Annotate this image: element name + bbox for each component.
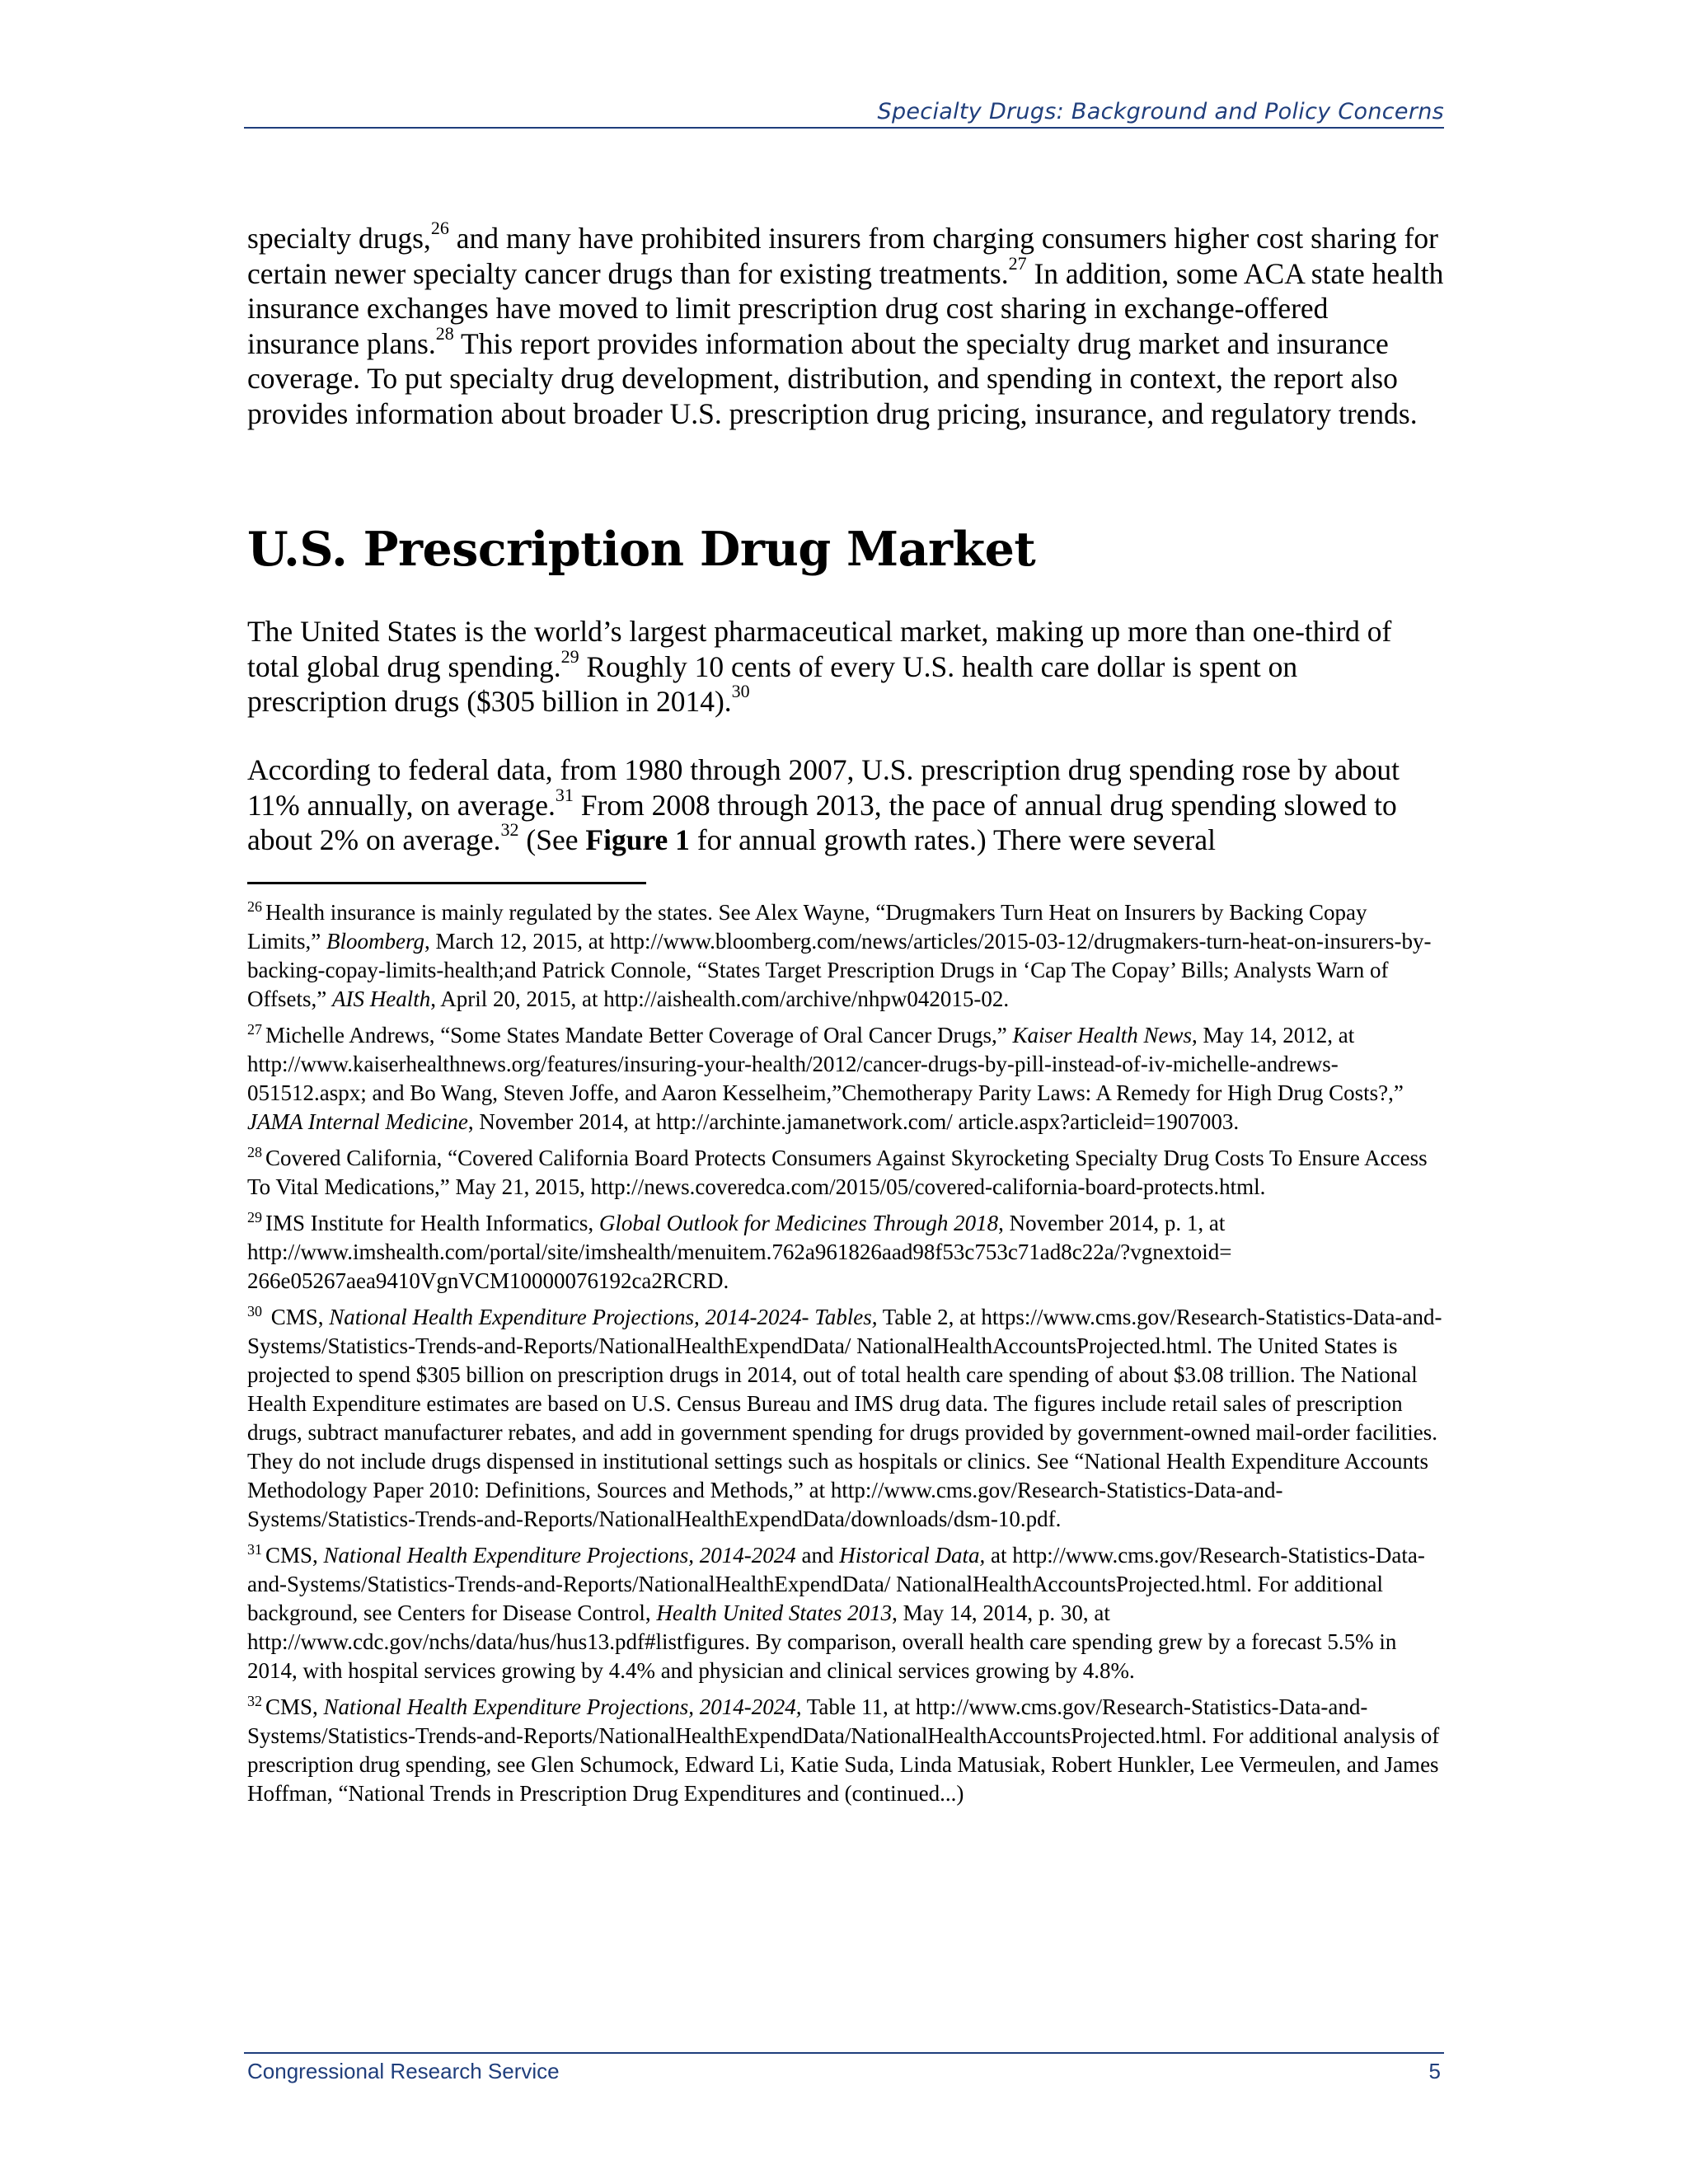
header-rule <box>244 127 1444 129</box>
intro-paragraph <box>247 218 1444 431</box>
footnote-32 <box>247 1693 1444 1808</box>
footnote-ref-27[interactable]: 27 <box>1008 252 1027 274</box>
citation-title: Historical Data, <box>839 1543 986 1568</box>
text-span: Michelle Andrews, “Some States Mandate Better Coverage of Oral Cancer Drugs,” <box>265 1023 1013 1047</box>
footnote-separator <box>247 882 646 884</box>
text-span: (See <box>518 823 586 856</box>
text-span: Roughly 10 cents of every U.S. health care dollar is spent on prescription drugs ($305 billion in 2014). <box>247 649 1298 718</box>
footnote-ref-31[interactable]: 31 <box>555 784 574 805</box>
text-span: Table 2, at https://www.cms.gov/Research-Statistics-Data-and-Systems/Statistics-Trends-and-Reports/NationalHealthExpendData/ NationalHealthAccountsProjected.html. The United States is projected to spend $305 billion on prescription drugs in 2014, out of total health care spending of about $3.08 trillion. The National Health Expenditure estimates are based on U.S. Census Bureau and IMS drug data. The figures include retail sales of prescription drugs, subtract manufacturer rebates, and add in government spending for drugs provided by government-owned mail-order facilities. They do not include drugs dispensed in institutional settings such as hospitals or clinics. See “National Health Expenditure Accounts Methodology Paper 2010: Definitions, Sources and Methods,” at http://www.cms.gov/Research-Statistics-Data-and-Systems/Statistics-Trends-and-Reports/NationalHealthExpendData/downloads/dsm-10.pdf. <box>247 1305 1442 1531</box>
text-span: Health insurance is mainly regulated by the states. See Alex Wayne, “Drugmakers Turn Heat on Insurers by Backing Copay Limits,” <box>247 900 1367 954</box>
text-span: CMS, <box>265 1694 324 1719</box>
citation-title: National Health Expenditure Projections, 2014-2024- Tables, <box>329 1305 878 1329</box>
citation-title: Kaiser Health News <box>1012 1023 1192 1047</box>
text-span: specialty drugs, <box>247 222 431 255</box>
text-span: and <box>795 1543 840 1568</box>
text-span: The United States is the world’s largest pharmaceutical market, making up more than one-third of total global drug spending. <box>247 615 1392 683</box>
footnote-27 <box>247 1021 1444 1137</box>
text-span: According to federal data, from 1980 through 2007, U.S. prescription drug spending rose by about 11% annually, on average. <box>247 753 1400 822</box>
footnote-ref-28[interactable]: 28 <box>435 322 454 344</box>
text-span: In addition, some ACA state health insurance exchanges have moved to limit prescription drug cost sharing in exchange-offered insurance plans. <box>247 256 1444 360</box>
page-number: 5 <box>1428 2059 1441 2083</box>
footnote-number: 29 <box>247 1209 262 1226</box>
footnote-29 <box>247 1209 1444 1296</box>
footer-rule <box>244 2052 1444 2054</box>
citation-title: Global Outlook for Medicines Through 2018 <box>598 1211 999 1235</box>
figure-reference[interactable]: Figure 1 <box>585 823 690 856</box>
spending-paragraph <box>247 752 1444 858</box>
text-span: , May 14, 2012, at http://www.kaiserhealthnews.org/features/insuring-your-health/2012/cancer-drugs-by-pill-instead-of-iv-michelle-andrews-051512.aspx; and Bo Wang, Steven Joffe, and Aaron Kesselheim,”Chemotherapy Parity Laws: A Remedy for High Drug Costs?,” <box>247 1023 1404 1105</box>
text-span: IMS Institute for Health Informatics, <box>265 1211 599 1235</box>
citation-title: National Health Expenditure Projections, 2014-2024, <box>323 1694 802 1719</box>
running-header: Specialty Drugs: Background and Policy Concerns <box>877 99 1444 124</box>
footnote-number: 26 <box>247 898 262 915</box>
footnote-number: 28 <box>247 1144 262 1160</box>
footnote-30 <box>247 1303 1444 1534</box>
footnote-number: 31 <box>247 1541 262 1558</box>
footnotes <box>247 898 1444 1816</box>
citation-title: AIS Health <box>331 987 431 1011</box>
text-span: CMS, <box>265 1305 330 1329</box>
footnote-ref-29[interactable]: 29 <box>560 645 579 667</box>
citation-title: Health United States 2013 <box>656 1601 893 1625</box>
footnote-ref-32[interactable]: 32 <box>500 819 519 841</box>
text-span: Covered California, “Covered California Board Protects Consumers Against Skyrocketing Specialty Drug Costs To Ensure Access To Vital Medications,” May 21, 2015, http://news.coveredca.com/2015/05/covered-california-board-protects.html. <box>247 1146 1428 1199</box>
footnote-number: 32 <box>247 1693 262 1709</box>
footnote-31 <box>247 1541 1444 1685</box>
text-span: and many have prohibited insurers from charging consumers higher cost sharing for certain newer specialty cancer drugs than for existing treatments. <box>247 222 1438 290</box>
footnote-number: 30 <box>247 1303 262 1319</box>
text-span: at http://www.cms.gov/Research-Statistics-Data-and-Systems/Statistics-Trends-and-Reports/NationalHealthExpendData/ NationalHealthAccountsProjected.html. For additional background, see Centers for Disease Control, <box>247 1543 1425 1625</box>
text-span: , November 2014, at http://archinte.jamanetwork.com/ article.aspx?articleid=1907003. <box>467 1109 1240 1134</box>
text-span: , April 20, 2015, at http://aishealth.com/archive/nhpw042015-02. <box>430 987 1010 1011</box>
text-span: , March 12, 2015, at http://www.bloomberg.com/news/articles/2015-03-12/drugmakers-turn-heat-on-insurers-by-backing-copay-limits-health;and Patrick Connole, “States Target Prescription Drugs in ‘Cap The Copay’ Bills; Analysts Warn of Offsets,” <box>247 929 1432 1011</box>
footer-organization: Congressional Research Service <box>247 2059 560 2083</box>
footnote-number: 27 <box>247 1021 262 1038</box>
text-span: From 2008 through 2013, the pace of annual drug spending slowed to about 2% on average. <box>247 788 1397 856</box>
footnote-ref-26[interactable]: 26 <box>430 218 449 239</box>
citation-title: Bloomberg <box>326 929 424 954</box>
footnote-28 <box>247 1144 1444 1202</box>
text-span: , November 2014, p. 1, at http://www.imshealth.com/portal/site/imshealth/menuitem.762a961826aad98f53c753c71ad8c22a/?vgnextoid= 266e05267aea9410VgnVCM10000076192ca2RCRD. <box>247 1211 1232 1293</box>
text-span: CMS, <box>265 1543 324 1568</box>
citation-title: National Health Expenditure Projections, 2014-2024 <box>323 1543 796 1568</box>
market-paragraph <box>247 614 1444 719</box>
text-span: Table 11, at http://www.cms.gov/Research-Statistics-Data-and-Systems/Statistics-Trends-and-Reports/NationalHealthExpendData/NationalHealthAccountsProjected.html. For additional analysis of prescription drug spending, see Glen Schumock, Edward Li, Katie Suda, Linda Matusiak, Robert Hunkler, Lee Vermeulen, and James Hoffman, “National Trends in Prescription Drug Expenditures and (continued...) <box>247 1694 1440 1806</box>
text-span: This report provides information about the specialty drug market and insurance coverage. To put specialty drug development, distribution, and spending in context, the report also provides information about broader U.S. prescription drug pricing, insurance, and regulatory trends. <box>247 326 1418 430</box>
footnote-26 <box>247 898 1444 1014</box>
text-span: for annual growth rates.) There were several <box>689 823 1216 856</box>
section-heading: U.S. Prescription Drug Market <box>247 522 1036 577</box>
text-span: , May 14, 2014, p. 30, at http://www.cdc.gov/nchs/data/hus/hus13.pdf#listfigures. By comparison, overall health care spending grew by a forecast 5.5% in 2014, with hospital services growing by 4.4% and physician and clinical services growing by 4.8%. <box>247 1601 1397 1683</box>
footnote-ref-30[interactable]: 30 <box>731 681 750 702</box>
citation-title: JAMA Internal Medicine <box>247 1109 468 1134</box>
